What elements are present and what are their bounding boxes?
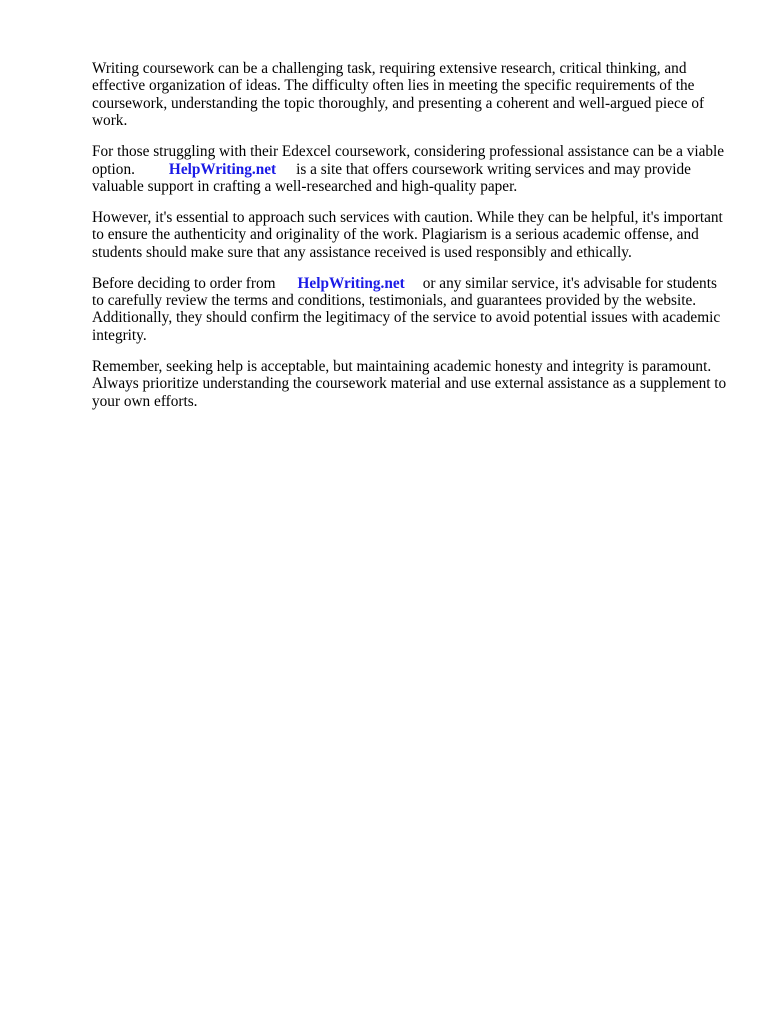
paragraph-assistance-text-before: For those struggling with their Edexcel coursework, considering professional assistance can be a viable option. [92, 143, 725, 178]
paragraph-review-text-after: or any similar service, it's advisable for students to carefully review the terms and conditions, testimonials, and guarantees provided by the website. Additionally, they should confirm the legitimacy of the service to avoid potential issues with academic integrity. [92, 274, 721, 344]
helpwriting-link[interactable]: HelpWriting.net [168, 160, 277, 178]
paragraph-caution: However, it's essential to approach such services with caution. While they can be helpful, it's important to ensure the authenticity and originality of the work. Plagiarism is a serious academic offense, and students should make sure that any assistance received is used responsibly and ethically. [92, 208, 723, 261]
paragraph-assistance [92, 143, 732, 195]
paragraph-review-text-before: Before deciding to order from [92, 274, 276, 292]
paragraph-review [92, 275, 732, 345]
document-body [92, 60, 732, 423]
paragraph-conclusion: Remember, seeking help is acceptable, but maintaining academic honesty and integrity is paramount. Always prioritize understanding the coursework material and use external assistance as a supplement to your own efforts. [92, 357, 727, 410]
paragraph-intro: Writing coursework can be a challenging task, requiring extensive research, critical thinking, and effective organization of ideas. The difficulty often lies in meeting the specific requirements of the coursework, understanding the topic thoroughly, and presenting a coherent and well-argued piece of work. [92, 60, 705, 130]
paragraph-assistance-text-after: is a site that offers coursework writing services and may provide valuable support in crafting a well-researched and high-quality paper. [92, 160, 691, 195]
helpwriting-link-2[interactable]: HelpWriting.net [297, 274, 405, 292]
